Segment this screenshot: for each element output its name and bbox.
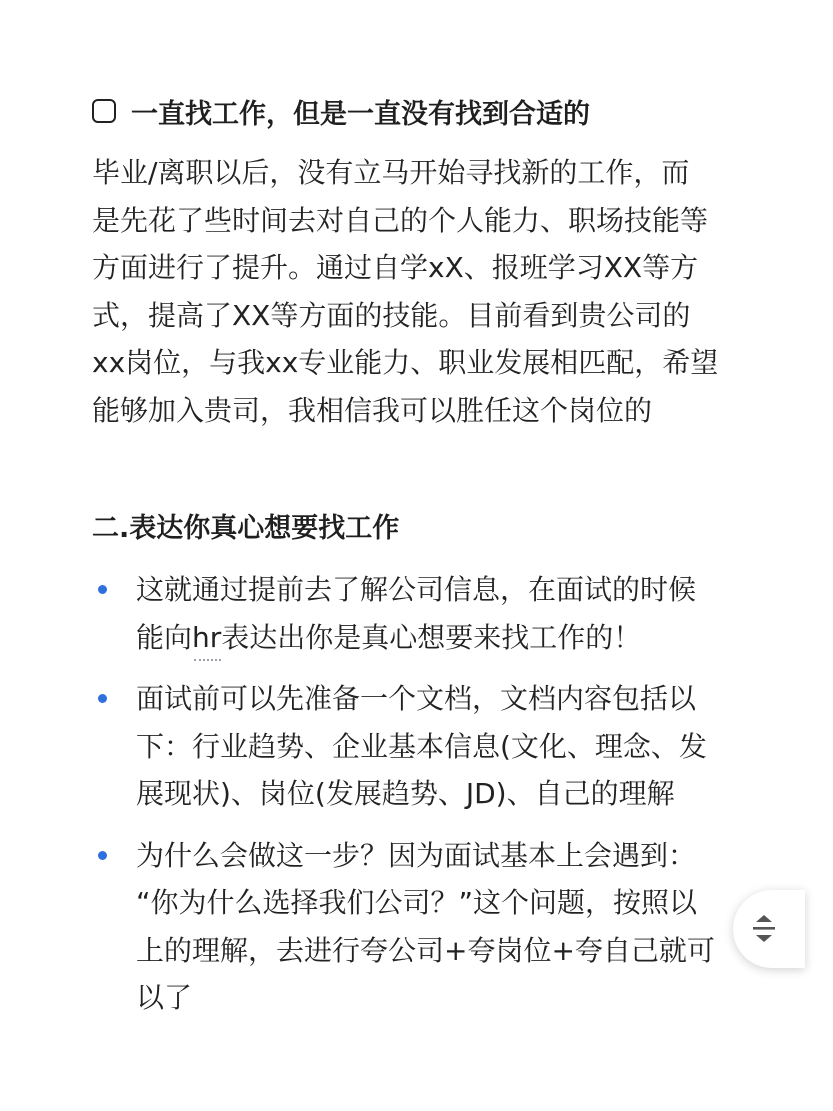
todo-title-text: 一直找工作，但是一直没有找到合适的 (131, 98, 590, 130)
bullet-line: 上的理解，去进行夸公司+夸岗位+夸自己就可 (136, 933, 715, 967)
dotted-underline (194, 657, 221, 661)
paragraph-line: 能够加入贵司，我相信我可以胜任这个岗位的 (92, 393, 653, 427)
hr-term-text: hr (192, 620, 222, 654)
bullet-line: 下：行业趋势、企业基本信息(文化、理念、发 (136, 729, 707, 763)
bullet-list (92, 566, 742, 1036)
bullet-text-prefix: 能向 (136, 620, 193, 654)
body-paragraph (92, 149, 752, 434)
bullet-text-suffix: 表达出你是真心想要来找工作的！ (221, 620, 642, 654)
expand-collapse-button[interactable] (733, 890, 805, 968)
bullet-dot-icon (98, 851, 107, 860)
bullet-line (136, 614, 742, 662)
expand-collapse-icon (750, 912, 778, 946)
paragraph-line: xx岗位，与我xx专业能力、职业发展相匹配，希望 (92, 346, 719, 379)
paragraph-line: 方面进行了提升。通过自学xX、报班学习XX等方 (92, 251, 699, 284)
hr-term-link[interactable] (192, 614, 221, 662)
paragraph-line: 式，提高了XX等方面的技能。目前看到贵公司的 (92, 298, 691, 332)
todo-item-title (92, 86, 792, 136)
checkbox-unchecked-icon[interactable] (92, 99, 116, 123)
list-item (92, 675, 742, 818)
bullet-line: 以了 (136, 981, 193, 1014)
bullet-line: “你为什么选择我们公司？”这个问题，按照以 (136, 886, 698, 919)
bullet-line: 为什么会做这一步？因为面试基本上会遇到： (136, 838, 697, 872)
bullet-line: 面试前可以先准备一个文档，文档内容包括以 (136, 682, 697, 715)
bullet-dot-icon (98, 585, 107, 594)
bullet-line: 这就通过提前去了解公司信息，在面试的时候 (136, 573, 697, 606)
list-item (92, 566, 742, 661)
list-item (92, 832, 742, 1022)
paragraph-line: 毕业/离职以后，没有立马开始寻找新的工作，而 (92, 156, 690, 189)
paragraph-line: 是先花了些时间去对自己的个人能力、职场技能等 (92, 203, 709, 237)
section-heading: 二.表达你真心想要找工作 (92, 513, 400, 544)
bullet-line: 展现状)、岗位(发展趋势、JD)、自己的理解 (136, 777, 675, 810)
bullet-dot-icon (98, 694, 107, 703)
